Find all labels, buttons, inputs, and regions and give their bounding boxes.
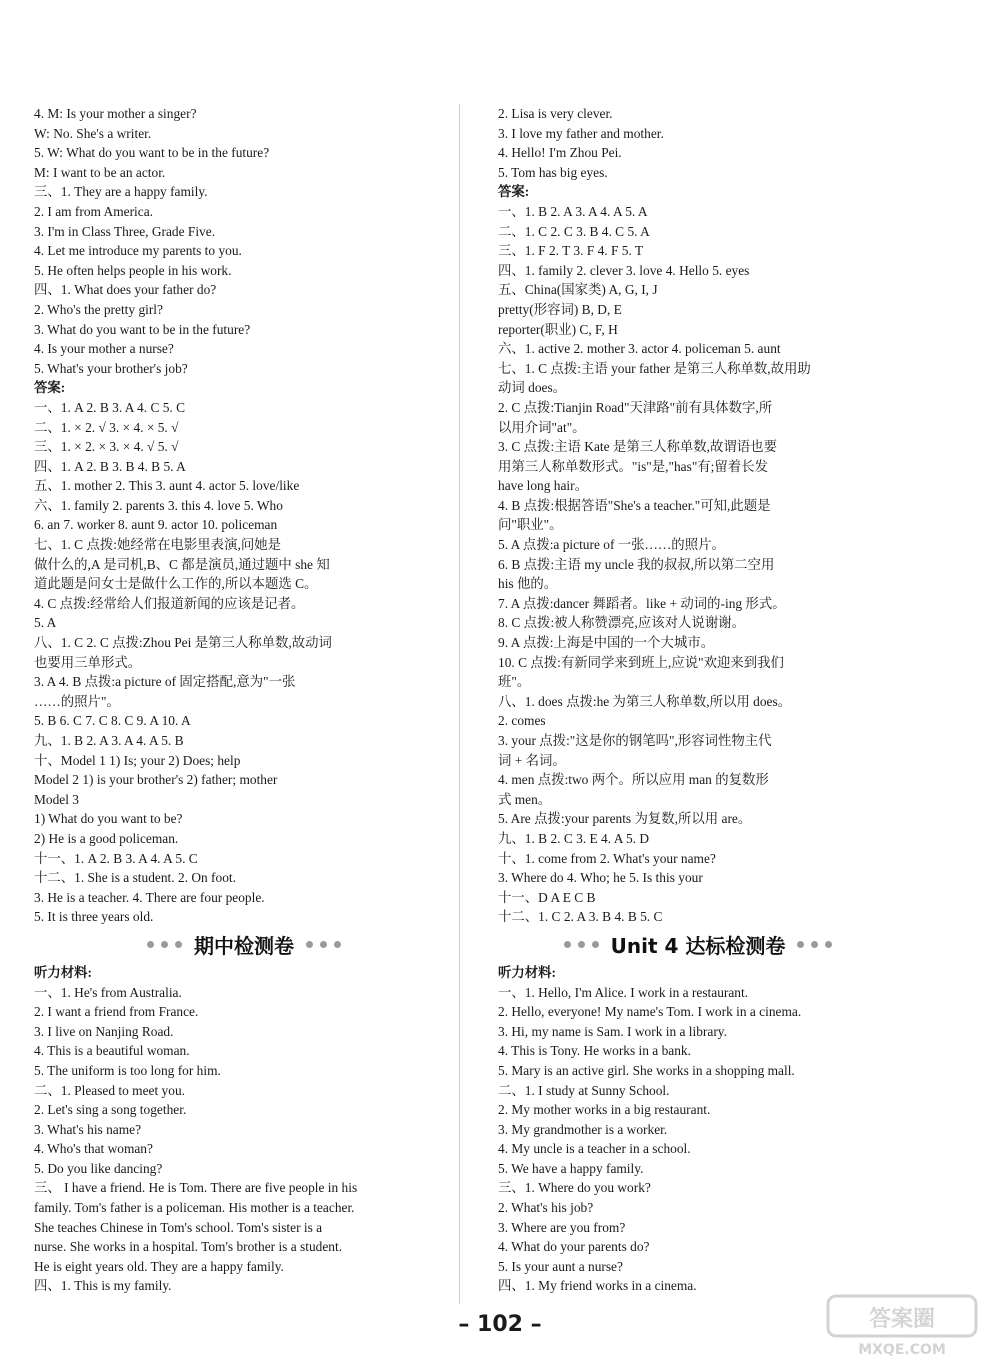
text-line: Model 3 — [34, 791, 80, 807]
text-line: 3. your 点拨:"这是你的钢笔吗",形容词性物主代 — [498, 733, 772, 748]
text-line: 也要用三单形式。 — [34, 654, 142, 670]
text-line: 3. I love my father and mother. — [498, 125, 664, 141]
text-line: 七、1. C 点拨:主语 your father 是第三人称单数,故用助 — [498, 360, 811, 376]
text-line: Model 2 1) is your brother's 2) father; mother — [34, 772, 278, 788]
text-line: 3. What do you want to be in the future? — [34, 321, 251, 337]
text-line: 2. Who's the pretty girl? — [34, 301, 163, 317]
text-line: 3. What's his name? — [34, 1121, 142, 1137]
text-line: 2. Lisa is very clever. — [498, 106, 613, 121]
text-line: 4. men 点拨:two 两个。所以应用 man 的复数形 — [498, 772, 769, 788]
text-line: 5. The uniform is too long for him. — [34, 1062, 221, 1078]
decorative-dots-icon — [564, 941, 599, 948]
text-line: nurse. She works in a hospital. Tom's brother is a student. — [34, 1239, 343, 1255]
text-line: 三、1. They are a happy family. — [34, 184, 208, 200]
text-line: 5. Are 点拨:your parents 为复数,所以用 are。 — [498, 811, 752, 827]
text-line: 3. C 点拨:主语 Kate 是第三人称单数,故谓语也要 — [498, 439, 777, 455]
svg-text:MXQE.COM: MXQE.COM — [858, 1342, 946, 1358]
text-line: 做什么的,A 是司机,B、C 都是演员,通过题中 she 知 — [34, 556, 330, 572]
text-line: 4. C 点拨:经常给人们报道新闻的应该是记者。 — [34, 595, 305, 611]
text-line: 4. B 点拨:根据答语"She's a teacher."可知,此题是 — [498, 497, 771, 513]
text-line: 3. Where are you from? — [498, 1219, 626, 1235]
text-line: 三、1. × 2. × 3. × 4. √ 5. √ — [34, 439, 179, 455]
text-line: 十、1. come from 2. What's your name? — [498, 850, 716, 866]
text-line: 三、1. F 2. T 3. F 4. F 5. T — [498, 243, 644, 259]
right-column — [498, 104, 898, 1296]
text-line: W: No. She's a writer. — [34, 125, 152, 141]
text-line: ……的照片"。 — [34, 693, 120, 709]
decorative-dots-icon — [306, 941, 341, 948]
svg-text:答案圈: 答案圈 — [868, 1307, 936, 1332]
text-line: 6. B 点拨:主语 my uncle 我的叔叔,所以第二空用 — [498, 556, 775, 572]
text-line: 1) What do you want to be? — [34, 811, 183, 827]
text-line: 4. Is your mother a nurse? — [34, 341, 174, 357]
text-line: 5. He often helps people in his work. — [34, 262, 232, 278]
text-line: 五、1. mother 2. This 3. aunt 4. actor 5. love/like — [34, 478, 300, 494]
text-line: 用第三人称单数形式。"is"是,"has"有;留着长发 — [498, 458, 768, 474]
text-line: 5. B 6. C 7. C 8. C 9. A 10. A — [34, 713, 191, 729]
column-divider — [459, 104, 460, 1304]
text-line: 4. Hello! I'm Zhou Pei. — [498, 145, 622, 161]
text-line: 3. He is a teacher. 4. There are four people. — [34, 889, 265, 905]
text-line: 4. This is Tony. He works in a bank. — [498, 1043, 691, 1059]
text-line: 二、1. C 2. C 3. B 4. C 5. A — [498, 223, 650, 239]
right-listening-block — [498, 963, 898, 1296]
text-line: 4. Let me introduce my parents to you. — [34, 243, 242, 259]
text-line: 三、1. Where do you work? — [498, 1180, 651, 1196]
text-line: 5. W: What do you want to be in the future? — [34, 145, 270, 161]
text-line: 3. I'm in Class Three, Grade Five. — [34, 223, 216, 239]
text-line: 3. Where do 4. Who; he 5. Is this your — [498, 870, 703, 886]
text-line: his 他的。 — [498, 576, 558, 592]
text-line: 听力材料: — [34, 964, 93, 980]
right-answer-block — [498, 104, 898, 927]
text-line: 2. I want a friend from France. — [34, 1004, 199, 1020]
text-line: 2. My mother works in a big restaurant. — [498, 1102, 711, 1118]
text-line: 六、1. active 2. mother 3. actor 4. policeman 5. aunt — [498, 341, 781, 357]
decorative-dots-icon — [147, 941, 182, 948]
text-line: 八、1. C 2. C 点拨:Zhou Pei 是第三人称单数,故动词 — [34, 635, 332, 651]
text-line: 2. Hello, everyone! My name's Tom. I work in a cinema. — [498, 1004, 802, 1020]
text-line: 5. We have a happy family. — [498, 1160, 644, 1176]
text-line: 八、1. does 点拨:he 为第三人称单数,所以用 does。 — [498, 693, 792, 709]
text-line: 6. an 7. worker 8. aunt 9. actor 10. policeman — [34, 517, 278, 533]
text-line: 8. C 点拨:被人称赞漂亮,应该对人说谢谢。 — [498, 615, 745, 631]
decorative-dots-icon — [797, 941, 832, 948]
text-line: 2. comes — [498, 713, 546, 729]
text-line: family. Tom's father is a policeman. His mother is a teacher. — [34, 1200, 355, 1216]
text-line: 3. A 4. B 点拨:a picture of 固定搭配,意为"一张 — [34, 674, 296, 690]
text-line: 四、1. My friend works in a cinema. — [498, 1278, 697, 1294]
text-line: 7. A 点拨:dancer 舞蹈者。like + 动词的-ing 形式。 — [498, 595, 786, 611]
text-line: 2. C 点拨:Tianjin Road"天津路"前有具体数字,所 — [498, 399, 773, 415]
text-line: 3. Hi, my name is Sam. I work in a library. — [498, 1023, 727, 1039]
text-line: 4. Who's that woman? — [34, 1141, 153, 1157]
text-line: 四、1. This is my family. — [34, 1278, 172, 1294]
page-number: – 102 – — [458, 1312, 542, 1337]
text-line: 4. My uncle is a teacher in a school. — [498, 1141, 691, 1157]
text-line: M: I want to be an actor. — [34, 164, 166, 180]
text-line: 4. This is a beautiful woman. — [34, 1043, 190, 1059]
text-line: 2. Let's sing a song together. — [34, 1102, 187, 1118]
text-line: 十一、D A E C B — [498, 889, 596, 905]
text-line: 九、1. B 2. C 3. E 4. A 5. D — [498, 830, 650, 846]
text-line: 10. C 点拨:有新同学来到班上,应说"欢迎来到我们 — [498, 654, 784, 670]
text-line: 一、1. B 2. A 3. A 4. A 5. A — [498, 203, 648, 219]
left-listening-block — [34, 963, 454, 1296]
text-line: 动词 does。 — [498, 380, 567, 396]
left-answer-block — [34, 104, 454, 927]
text-line: 词 + 名词。 — [498, 752, 566, 768]
text-line: 5. Do you like dancing? — [34, 1160, 163, 1176]
text-line: 5. Tom has big eyes. — [498, 164, 608, 180]
text-line: 三、 I have a friend. He is Tom. There are five people in his — [34, 1180, 358, 1196]
text-line: 5. It is three years old. — [34, 909, 154, 925]
text-line: 四、1. A 2. B 3. B 4. B 5. A — [34, 458, 186, 474]
text-line: 5. What's your brother's job? — [34, 360, 188, 376]
text-line: 式 men。 — [498, 791, 552, 807]
text-line: 2. What's his job? — [498, 1200, 594, 1216]
text-line: 5. A 点拨:a picture of 一张……的照片。 — [498, 537, 725, 553]
text-line: 二、1. Pleased to meet you. — [34, 1082, 185, 1098]
section-title: Unit 4 达标检测卷 — [610, 934, 786, 959]
text-line: 9. A 点拨:上海是中国的一个大城市。 — [498, 635, 715, 651]
text-line: 十、Model 1 1) Is; your 2) Does; help — [34, 752, 241, 768]
text-line: 十二、1. C 2. A 3. B 4. B 5. C — [498, 909, 663, 925]
text-line: He is eight years old. They are a happy family. — [34, 1258, 284, 1274]
text-line: reporter(职业) C, F, H — [498, 321, 618, 337]
text-line: 班"。 — [498, 674, 531, 690]
midterm-section-heading — [34, 927, 454, 963]
text-line: 答案: — [34, 380, 66, 396]
section-title: 期中检测卷 — [194, 934, 294, 959]
text-line: 道此题是问女士是做什么工作的,所以本题选 C。 — [34, 576, 318, 592]
text-line: 二、1. × 2. √ 3. × 4. × 5. √ — [34, 419, 179, 435]
text-line: pretty(形容词) B, D, E — [498, 301, 622, 317]
text-line: 2) He is a good policeman. — [34, 830, 179, 846]
text-line: 十二、1. She is a student. 2. On foot. — [34, 870, 236, 886]
text-line: 问"职业"。 — [498, 517, 563, 533]
text-line: 一、1. A 2. B 3. A 4. C 5. C — [34, 399, 186, 415]
text-line: 一、1. Hello, I'm Alice. I work in a restaurant. — [498, 984, 749, 1000]
text-line: 四、1. family 2. clever 3. love 4. Hello 5. eyes — [498, 262, 750, 278]
text-line: 听力材料: — [498, 964, 557, 980]
text-line: 4. What do your parents do? — [498, 1239, 650, 1255]
text-line: 以用介词"at"。 — [498, 419, 586, 435]
text-line: 5. A — [34, 615, 57, 631]
text-line: 答案: — [498, 184, 530, 200]
left-column — [34, 104, 454, 1296]
text-line: have long hair。 — [498, 478, 588, 494]
text-line: 4. M: Is your mother a singer? — [34, 106, 197, 121]
text-line: 5. Is your aunt a nurse? — [498, 1258, 623, 1274]
text-line: 二、1. I study at Sunny School. — [498, 1082, 670, 1098]
unit4-section-heading — [498, 927, 898, 963]
text-line: 四、1. What does your father do? — [34, 282, 217, 298]
text-line: 六、1. family 2. parents 3. this 4. love 5. Who — [34, 497, 283, 513]
text-line: 九、1. B 2. A 3. A 4. A 5. B — [34, 733, 184, 748]
text-line: 3. I live on Nanjing Road. — [34, 1023, 174, 1039]
text-line: 3. My grandmother is a worker. — [498, 1121, 668, 1137]
text-line: 七、1. C 点拨:她经常在电影里表演,问她是 — [34, 537, 281, 553]
text-line: She teaches Chinese in Tom's school. Tom's sister is a — [34, 1219, 323, 1235]
text-line: 一、1. He's from Australia. — [34, 984, 182, 1000]
text-line: 十一、1. A 2. B 3. A 4. A 5. C — [34, 850, 198, 866]
text-line: 五、China(国家类) A, G, I, J — [498, 282, 658, 298]
text-line: 5. Mary is an active girl. She works in a shopping mall. — [498, 1062, 795, 1078]
text-line: 2. I am from America. — [34, 203, 153, 219]
watermark-logo-icon — [822, 1290, 982, 1360]
